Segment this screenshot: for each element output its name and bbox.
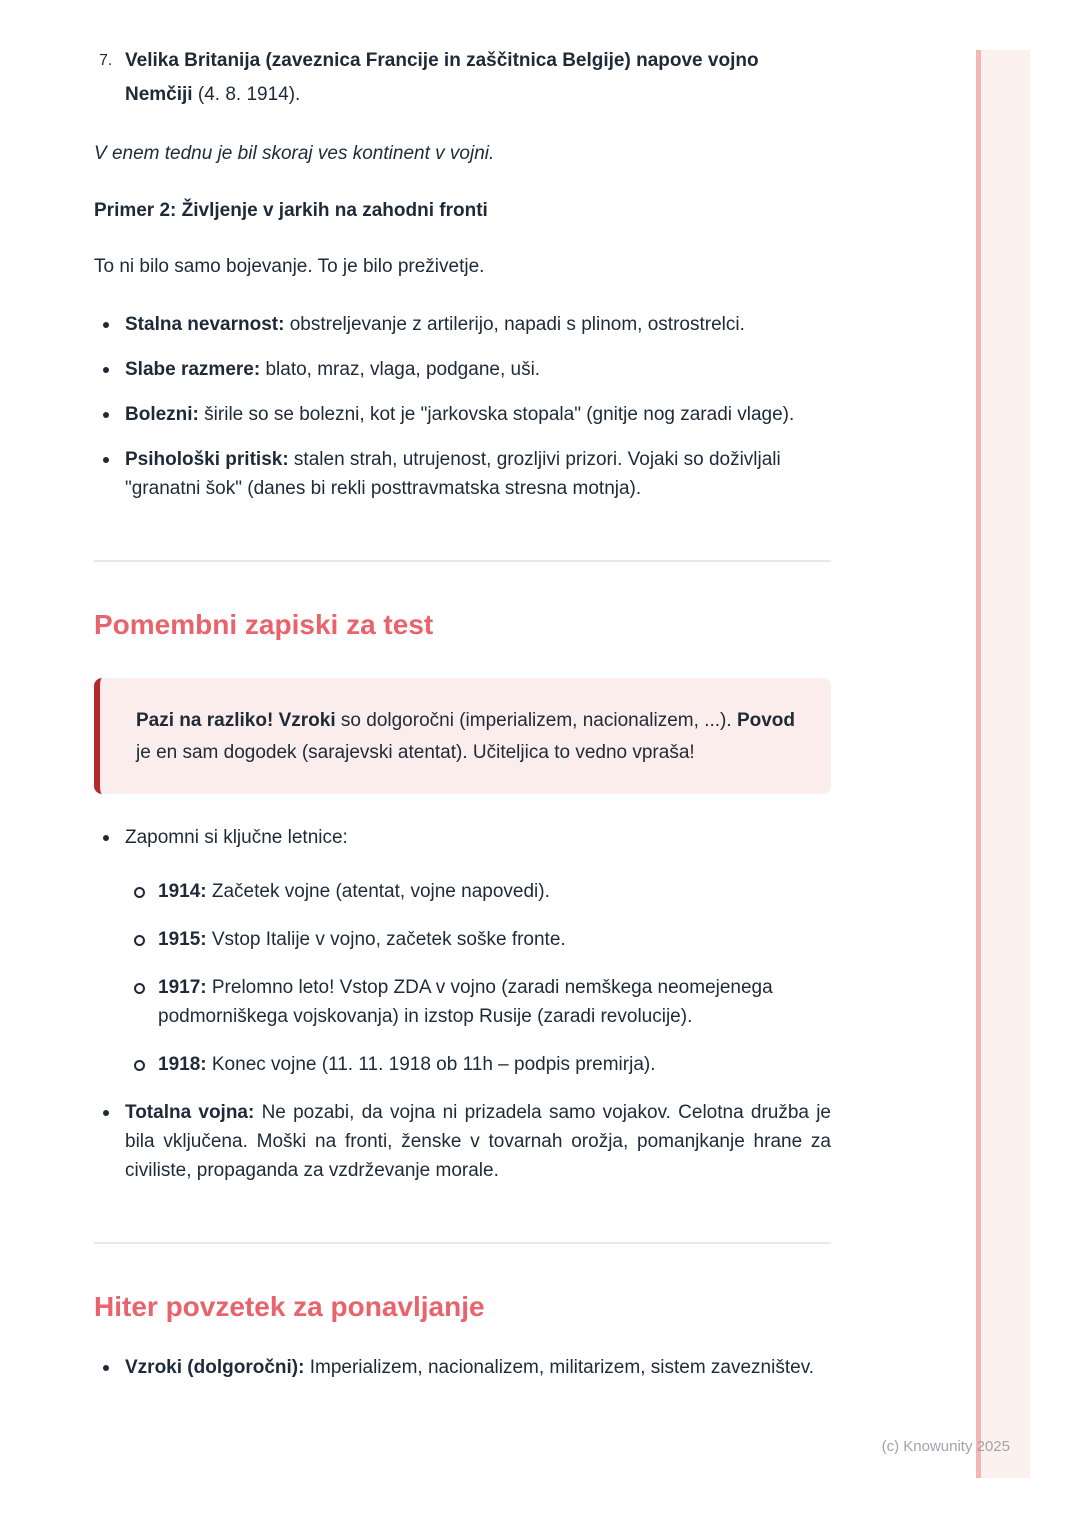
year-item-1918: [125, 1050, 831, 1079]
regular-run: Imperializem, nacionalizem, militarizem, sistem zavezništev.: [304, 1357, 815, 1378]
italic-note: V enem tednu je bil skoraj ves kontinent v vojni.: [94, 143, 495, 164]
trench-conditions-list: [94, 310, 831, 503]
year-item-1915: [125, 925, 831, 954]
regular-run: je en sam dogodek (sarajevski atentat). Učiteljica to vedno vpraša!: [136, 742, 695, 763]
bold-run: Pazi na razliko! Vzroki: [136, 710, 336, 731]
bold-run: Vzroki (dolgoročni):: [125, 1357, 305, 1378]
bold-run: 1915:: [158, 929, 207, 950]
year-item-1917: [125, 973, 831, 1031]
key-years-list: [125, 877, 831, 1079]
list-item-total-war: [94, 1098, 831, 1185]
regular-run: so dolgoročni (imperializem, nacionalizem, ...).: [335, 710, 737, 731]
list-item-psychological: [94, 445, 831, 503]
bold-run: Totalna vojna:: [125, 1102, 255, 1123]
bold-run: Stalna nevarnost:: [125, 314, 285, 335]
bold-run: Slabe razmere:: [125, 359, 261, 380]
list-item-number: 7.: [99, 52, 113, 69]
important-callout: [94, 678, 831, 794]
primer2-subheading: Primer 2: Življenje v jarkih na zahodni fronti: [94, 200, 488, 221]
regular-run: Ne pozabi, da vojna ni prizadela samo vojakov. Celotna družba je bila vključena. Moški na fronti, ženske v tovarnah orožja, pomanjkanje hrane za civiliste, propaganda za vzdrževanje morale.: [125, 1102, 831, 1181]
regular-run: stalen strah, utrujenost, grozljivi prizori. Vojaki so doživljali "granatni šok" (danes bi rekli posttravmatska stresna motnja).: [125, 449, 781, 499]
callout-text: [136, 705, 795, 769]
list-item-diseases: [94, 400, 831, 429]
bold-run: 1918:: [158, 1054, 207, 1075]
bold-run: 1914:: [158, 881, 207, 902]
page-edge-decoration: [976, 50, 1030, 1478]
notes-list: [94, 823, 831, 1185]
section-divider: [94, 1242, 831, 1244]
regular-run: Konec vojne (11. 11. 1918 ob 11h – podpis premirja).: [206, 1054, 656, 1075]
regular-run: blato, mraz, vlaga, podgane, uši.: [260, 359, 541, 380]
regular-run: širile so se bolezni, kot je "jarkovska stopala" (gnitje nog zaradi vlage).: [198, 404, 795, 425]
list-item-key-years: [94, 823, 831, 1079]
notes-section-heading: Pomembni zapiski za test: [94, 609, 434, 640]
list-item-causes: [94, 1353, 831, 1382]
bold-run: Povod: [736, 710, 795, 731]
regular-run: obstreljevanje z artilerijo, napadi s plinom, ostrostrelci.: [284, 314, 745, 335]
regular-run: (4. 8. 1914).: [192, 84, 301, 105]
bold-run: Bolezni:: [125, 404, 199, 425]
summary-list: [94, 1353, 831, 1382]
regular-run: Prelomno leto! Vstop ZDA v vojno (zaradi nemškega neomejenega podmorniškega vojskovanja) in izstop Rusije (zaradi revolucije).: [158, 977, 773, 1027]
section-divider: [94, 560, 831, 562]
year-item-1914: [125, 877, 831, 906]
summary-section-heading: Hiter povzetek za ponavljanje: [94, 1291, 485, 1322]
intro-paragraph: To ni bilo samo bojevanje. To je bilo preživetje.: [94, 256, 485, 277]
regular-run: Vstop Italije v vojno, začetek soške fronte.: [206, 929, 566, 950]
regular-run: Začetek vojne (atentat, vojne napovedi).: [206, 881, 550, 902]
bold-run: Velika Britanija (zaveznica Francije in zaščitnica Belgije) napove vojno Nemčiji: [125, 50, 759, 105]
numbered-list-item-7: [94, 44, 831, 112]
list-item-conditions: [94, 355, 831, 384]
list-item-text: [125, 44, 831, 112]
copyright-footer: (c) Knowunity 2025: [881, 1438, 1010, 1455]
bold-run: Psihološki pritisk:: [125, 449, 289, 470]
regular-run: Zapomni si ključne letnice:: [125, 827, 348, 848]
list-item-danger: [94, 310, 831, 339]
bold-run: 1917:: [158, 977, 207, 998]
